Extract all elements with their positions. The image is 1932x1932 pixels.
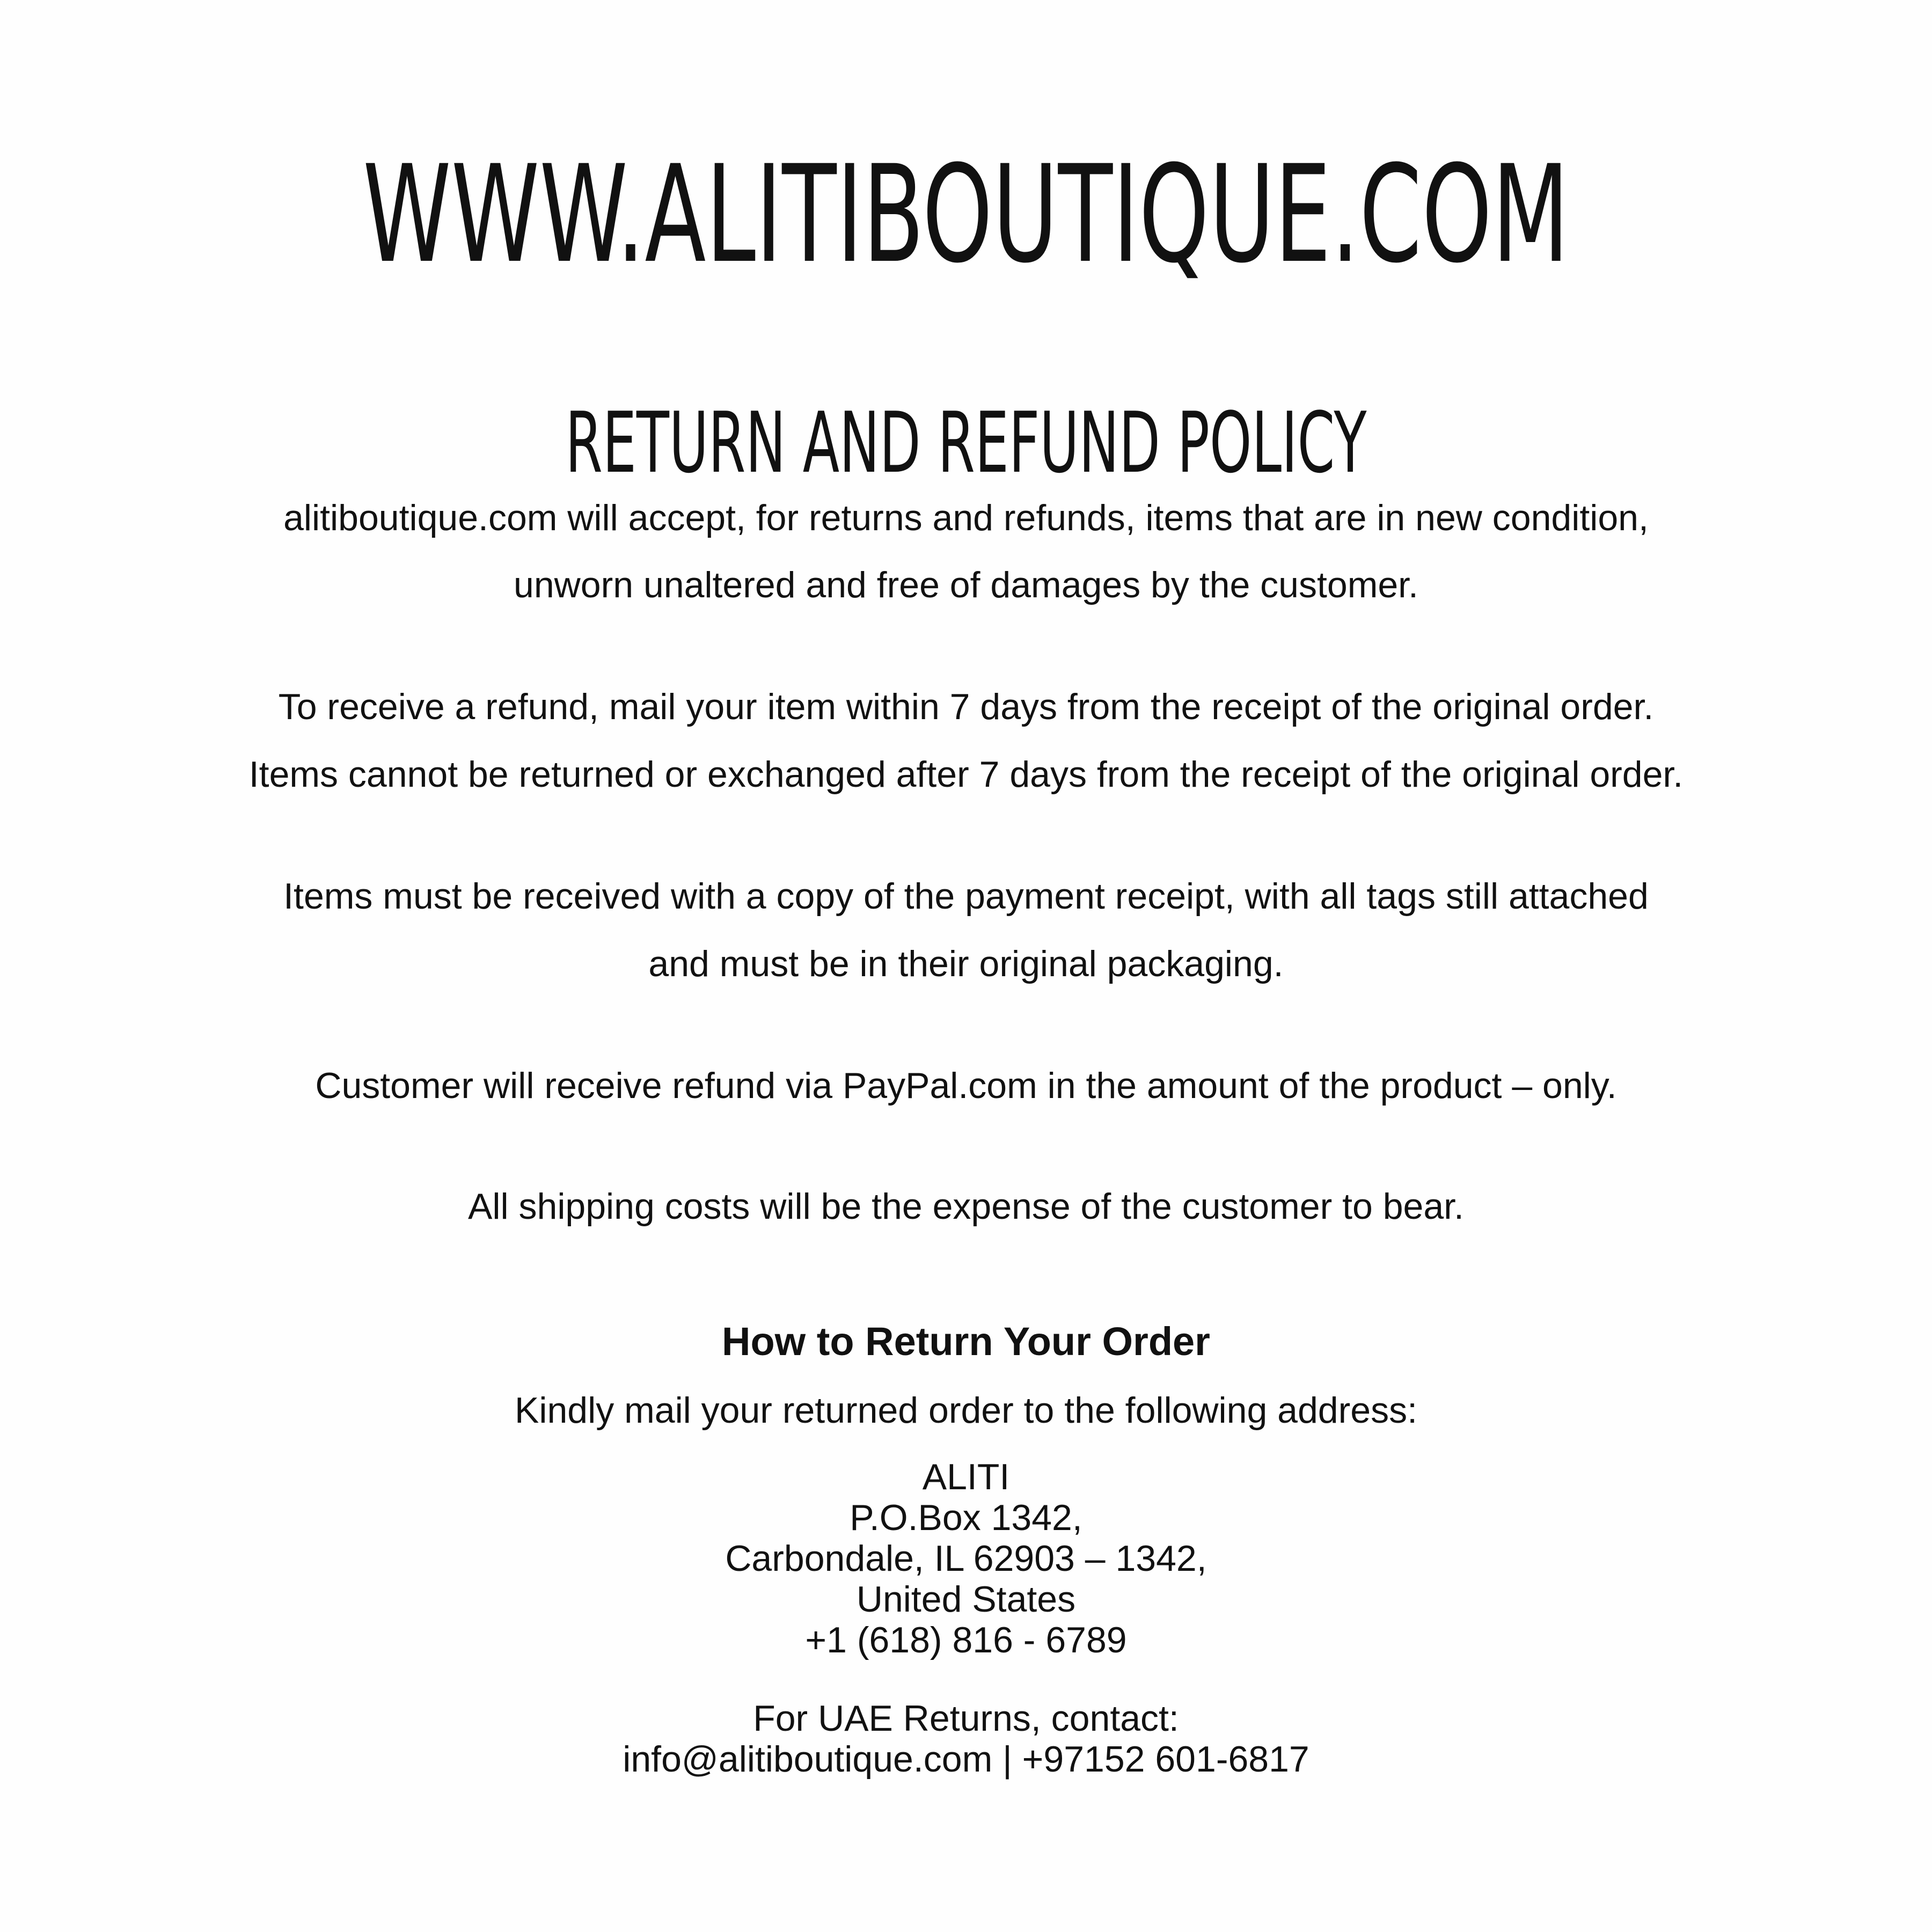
return-intro: Kindly mail your returned order to the following address: [515,1390,1417,1431]
policy-title: RETURN AND REFUND POLICY [565,394,1367,492]
policy-line-receipt-tags: Items must be received with a copy of the payment receipt, with all tags still attached [283,876,1649,917]
site-title: WWW.ALITIBOUTIQUE.COM [363,136,1569,292]
policy-line-condition-cont: unworn unaltered and free of damages by the customer. [514,565,1418,605]
address-phone: +1 (618) 816 - 6789 [805,1620,1127,1660]
uae-returns-label: For UAE Returns, contact: [753,1698,1179,1739]
return-heading: How to Return Your Order [722,1319,1210,1364]
address-name: ALITI [922,1457,1010,1497]
policy-line-packaging: and must be in their original packaging. [648,943,1284,984]
address-country: United States [856,1579,1076,1620]
policy-line-no-exchange: Items cannot be returned or exchanged after 7 days from the receipt of the original order. [248,754,1684,795]
policy-line-shipping-costs: All shipping costs will be the expense of the customer to bear. [468,1186,1464,1227]
policy-line-condition: alitiboutique.com will accept, for returns and refunds, items that are in new condition, [283,497,1649,538]
address-po-box: P.O.Box 1342, [850,1497,1082,1538]
policy-line-paypal-refund: Customer will receive refund via PayPal.com in the amount of the product – only. [315,1065,1617,1106]
uae-returns-contact: info@alitiboutique.com | +97152 601-6817 [623,1739,1309,1780]
policy-line-refund-window: To receive a refund, mail your item within 7 days from the receipt of the original order. [278,686,1654,727]
address-city: Carbondale, IL 62903 – 1342, [725,1538,1207,1579]
